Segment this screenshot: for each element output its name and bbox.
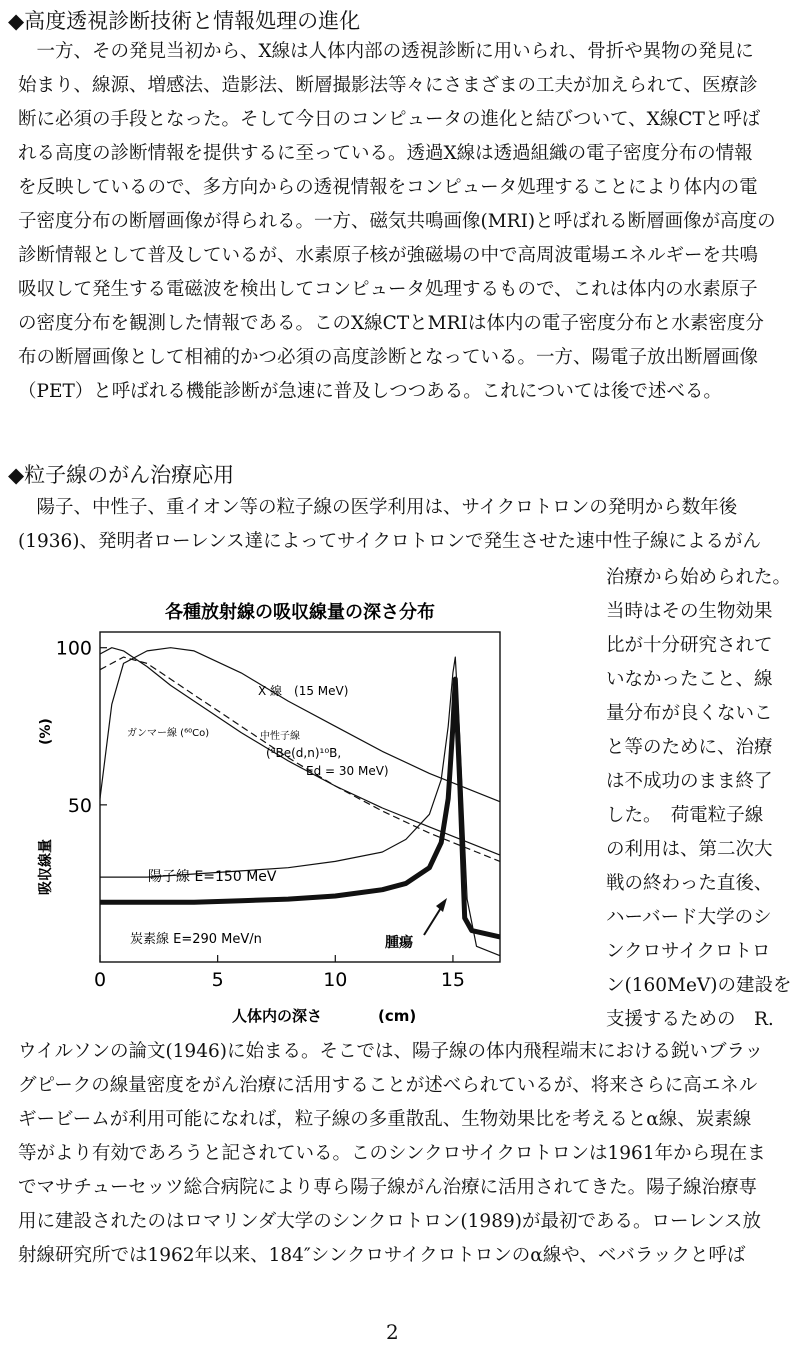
series-xray-line [100, 648, 500, 802]
x-tick-label: 15 [440, 969, 466, 991]
series-carbon-line [100, 679, 500, 937]
side-line: 量分布が良くないこ [606, 703, 773, 724]
paragraph-line: ウイルソンの論文(1946)に始まる。そこでは、陽子線の体内飛程端末における鋭いブラッ [18, 1041, 764, 1062]
paragraph-line: れる高度の診断情報を提供するに至っている。透過X線は透過組織の電子密度分布の情報 [18, 143, 753, 164]
section-heading-particle-therapy: ◆粒子線のがん治療応用 [8, 463, 235, 487]
paragraph-line: 子密度分布の断層画像が得られる。一方、磁気共鳴画像(MRI)と呼ばれる断層画像が高度の [18, 211, 776, 232]
x-tick-label: 0 [93, 969, 107, 991]
tumor-arrowhead [436, 898, 447, 912]
side-line: 当時はその生物効果 [606, 601, 773, 622]
page-number: 2 [386, 1320, 399, 1344]
plot-frame [100, 632, 500, 962]
annotation-gamma: ガンマー線 (⁶⁰Co) [127, 728, 210, 739]
paragraph-line: 始まり、線源、増感法、造影法、断層撮影法等々にさまざまの工夫が加えられて、医療診 [18, 75, 758, 96]
side-line: した。 荷電粒子線 [606, 805, 764, 826]
annotation-tumor: 腫瘍 [385, 935, 413, 951]
paragraph-line: 布の断層画像として相補的かつ必須の高度診断となっている。一方、陽電子放出断層画像 [18, 347, 759, 368]
paragraph-line: でマサチューセッツ総合病院により専ら陽子線がん治療に活用されてきた。陽子線治療専 [18, 1177, 758, 1198]
x-tick-label: 10 [323, 969, 348, 991]
paragraph-line: 陽子、中性子、重イオン等の粒子線の医学利用は、サイクロトロンの発明から数年後 [18, 497, 738, 518]
paragraph-line: (1936)、発明者ローレンス達によってサイクロトロンで発生させた速中性子線によるがん [18, 531, 761, 552]
annotation-neutron-reaction: (⁹Be(d,n)¹⁰B, [266, 746, 342, 760]
y-axis-unit: (%) [38, 718, 54, 745]
paragraph-line: 一方、その発見当初から、X線は人体内部の透視診断に用いられ、骨折や異物の発見に [18, 41, 754, 62]
side-line: の利用は、第二次大 [606, 839, 773, 860]
x-tick-label: 5 [211, 969, 224, 991]
chart-title: 各種放射線の吸収線量の深さ分布 [165, 602, 435, 623]
annotation-neutron-energy: Ed = 30 MeV) [306, 764, 389, 778]
side-line: 治療から始められた。 [606, 567, 792, 588]
y-tick-label: 50 [67, 794, 92, 817]
paragraph-line: 吸収して発生する電磁波を検出してコンピュータ処理するもので、これは体内の水素原子 [18, 279, 758, 300]
side-line: 比が十分研究されて [606, 635, 773, 656]
side-line: と等のために、治療 [606, 737, 773, 758]
paragraph-line: ギービームが利用可能になれば，粒子線の多重散乱、生物効果比を考えるとα線、炭素線 [18, 1109, 752, 1130]
side-line: いなかったこと、線 [606, 669, 773, 690]
paragraph-line: を反映しているので、多方向からの透視情報をコンピュータ処理することにより体内の電 [18, 177, 758, 198]
paragraph-line: 診断情報として普及しているが、水素原子核が強磁場の中で高周波電場エネルギーを共鳴 [18, 245, 759, 266]
depth-dose-chart [0, 585, 600, 1040]
paragraph-line: 断に必須の手段となった。そして今日のコンピュータの進化と結びついて、X線CTと呼ば [18, 109, 761, 130]
side-line: ンクロサイクロトロ [606, 941, 771, 962]
annotation-xray: X 線 (15 MeV) [258, 684, 349, 698]
side-line: ン(160MeV)の建設を [606, 975, 792, 996]
annotation-proton: 陽子線 E=150 MeV [148, 869, 277, 885]
paragraph-line: 等がより有効であろうと記されている。このシンクロサイクロトロンは1961年から現在ま [18, 1143, 766, 1164]
paragraph-line: 用に建設されたのはロマリンダ大学のシンクロトロン(1989)が最初である。ローレンス放 [18, 1211, 762, 1232]
side-line: 支援するための R. [606, 1009, 774, 1030]
annotation-neutron: 中性子線 [260, 731, 300, 742]
paragraph-line: の密度分布を観測した情報である。このX線CTとMRIは体内の電子密度分布と水素密度分 [18, 313, 764, 334]
y-axis-label: 吸収線量 [38, 839, 54, 895]
paragraph-line: グピークの線量密度をがん治療に活用することが述べられているが、将来さらに高エネル [18, 1075, 758, 1096]
side-line: 戦の終わった直後、 [606, 873, 773, 894]
section-heading-diagnostics: ◆高度透視診断技術と情報処理の進化 [8, 9, 361, 33]
side-line: ハーバード大学のシ [606, 907, 772, 928]
paragraph-line: 射線研究所では1962年以来、184″シンクロサイクロトロンのα線や、ベバラックと呼ば [18, 1245, 746, 1266]
x-axis-label: 人体内の深さ [232, 1007, 323, 1025]
side-line: は不成功のまま終了 [606, 771, 773, 792]
annotation-carbon: 炭素線 E=290 MeV/n [130, 932, 262, 947]
y-tick-label: 100 [55, 637, 92, 660]
paragraph-line: （PET）と呼ばれる機能診断が急速に普及しつつある。これについては後で述べる。 [18, 381, 722, 402]
x-axis-unit: (cm) [378, 1007, 417, 1025]
